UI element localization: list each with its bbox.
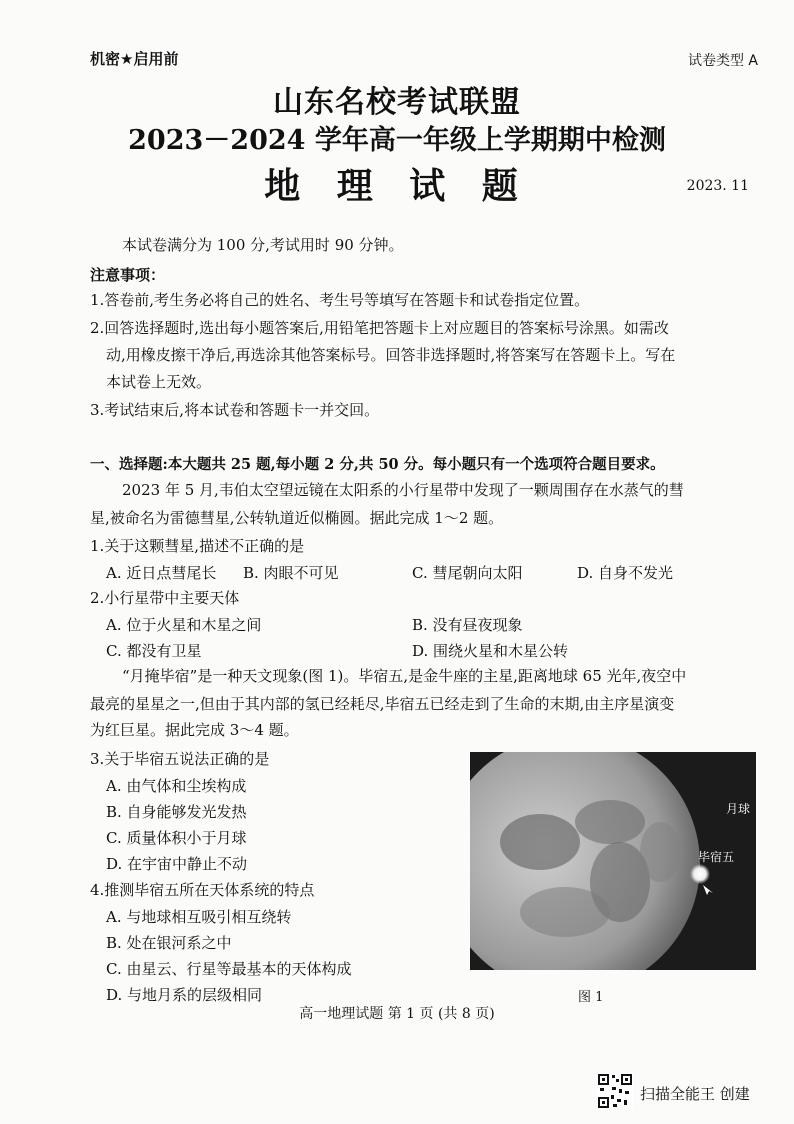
q1-option-b: B. 肉眼不可见 bbox=[243, 564, 339, 582]
q1-stem: 1.关于这颗彗星,描述不正确的是 bbox=[90, 537, 305, 555]
q3-option-a: A. 由气体和尘埃构成 bbox=[106, 777, 247, 795]
q4-option-d: D. 与地月系的层级相同 bbox=[106, 986, 263, 1004]
paper-type-label: 试卷类型 A bbox=[687, 53, 758, 69]
note-2-end: 本试卷上无效。 bbox=[106, 373, 212, 391]
q1-option-d: D. 自身不发光 bbox=[577, 564, 674, 582]
q4-option-a: A. 与地球相互吸引相互绕转 bbox=[106, 908, 292, 926]
q4-option-b: B. 处在银河系之中 bbox=[106, 934, 232, 952]
passage2-line1: “月掩毕宿”是一种天文现象(图 1)。毕宿五,是金牛座的主星,距离地球 65 光年,夜空中 bbox=[122, 667, 687, 685]
note-1: 1.答卷前,考生务必将自己的姓名、考生号等填写在答题卡和试卷指定位置。 bbox=[90, 291, 590, 309]
notice-title: 注意事项： bbox=[90, 266, 166, 284]
q2-option-d: D. 围绕火星和木星公转 bbox=[412, 642, 569, 660]
exam-date: 2023. 11 bbox=[686, 178, 749, 194]
q3-stem: 3.关于毕宿五说法正确的是 bbox=[90, 750, 270, 768]
q2-stem: 2.小行星带中主要天体 bbox=[90, 589, 240, 607]
qr-code-icon bbox=[597, 1073, 633, 1109]
q3-option-d: D. 在宇宙中静止不动 bbox=[106, 855, 248, 873]
q3-option-b: B. 自身能够发光发热 bbox=[106, 803, 247, 821]
passage2-line3: 为红巨星。据此完成 3～4 题。 bbox=[90, 721, 299, 739]
page-footer: 高一地理试题 第 1 页 (共 8 页) bbox=[299, 1006, 495, 1022]
passage2-line2: 最亮的星星之一,但由于其内部的氢已经耗尽,毕宿五已经走到了生命的末期,由主序星演变 bbox=[90, 695, 675, 713]
scanner-watermark: 扫描全能王 创建 bbox=[640, 1085, 750, 1103]
score-line: 本试卷满分为 100 分,考试用时 90 分钟。 bbox=[122, 236, 404, 254]
q2-option-c: C. 都没有卫星 bbox=[106, 642, 202, 660]
q2-option-a: A. 位于火星和木星之间 bbox=[106, 616, 262, 634]
note-2: 2.回答选择题时,选出每小题答案后,用铅笔把答题卡上对应题目的答案标号涂黑。如需改 bbox=[90, 319, 669, 337]
confidential-label: 机密★启用前 bbox=[90, 50, 179, 68]
aldebaran-star bbox=[690, 864, 710, 884]
q4-stem: 4.推测毕宿五所在天体系统的特点 bbox=[90, 881, 315, 899]
moon-label: 月球 bbox=[726, 802, 751, 816]
star-label: 毕宿五 bbox=[698, 850, 735, 864]
note-3: 3.考试结束后,将本试卷和答题卡一并交回。 bbox=[90, 401, 380, 419]
passage1-line2: 星,被命名为雷德彗星,公转轨道近似椭圆。据此完成 1～2 题。 bbox=[90, 509, 504, 527]
q1-option-c: C. 彗尾朝向太阳 bbox=[412, 564, 523, 582]
q3-option-c: C. 质量体积小于月球 bbox=[106, 829, 247, 847]
q4-option-c: C. 由星云、行星等最基本的天体构成 bbox=[106, 960, 352, 978]
q2-option-b: B. 没有昼夜现象 bbox=[412, 616, 523, 634]
figure-caption: 图 1 bbox=[578, 990, 604, 1005]
passage1-line1: 2023 年 5 月,韦伯太空望远镜在太阳系的小行星带中发现了一颗周围存在水蒸气的彗 bbox=[122, 481, 684, 499]
union-title: 山东名校考试联盟 bbox=[273, 85, 521, 120]
note-2-cont: 动,用橡皮擦干净后,再选涂其他答案标号。回答非选择题时,将答案写在答题卡上。写在 bbox=[106, 346, 676, 364]
q1-option-a: A. 近日点彗尾长 bbox=[106, 564, 217, 582]
section-title: 一、选择题:本大题共 25 题,每小题 2 分,共 50 分。每小题只有一个选项符合题目要求。 bbox=[90, 456, 665, 473]
subject-title: 地 理 试 题 bbox=[264, 165, 530, 207]
exam-title: 2023－2024 学年高一年级上学期期中检测 bbox=[128, 125, 666, 156]
